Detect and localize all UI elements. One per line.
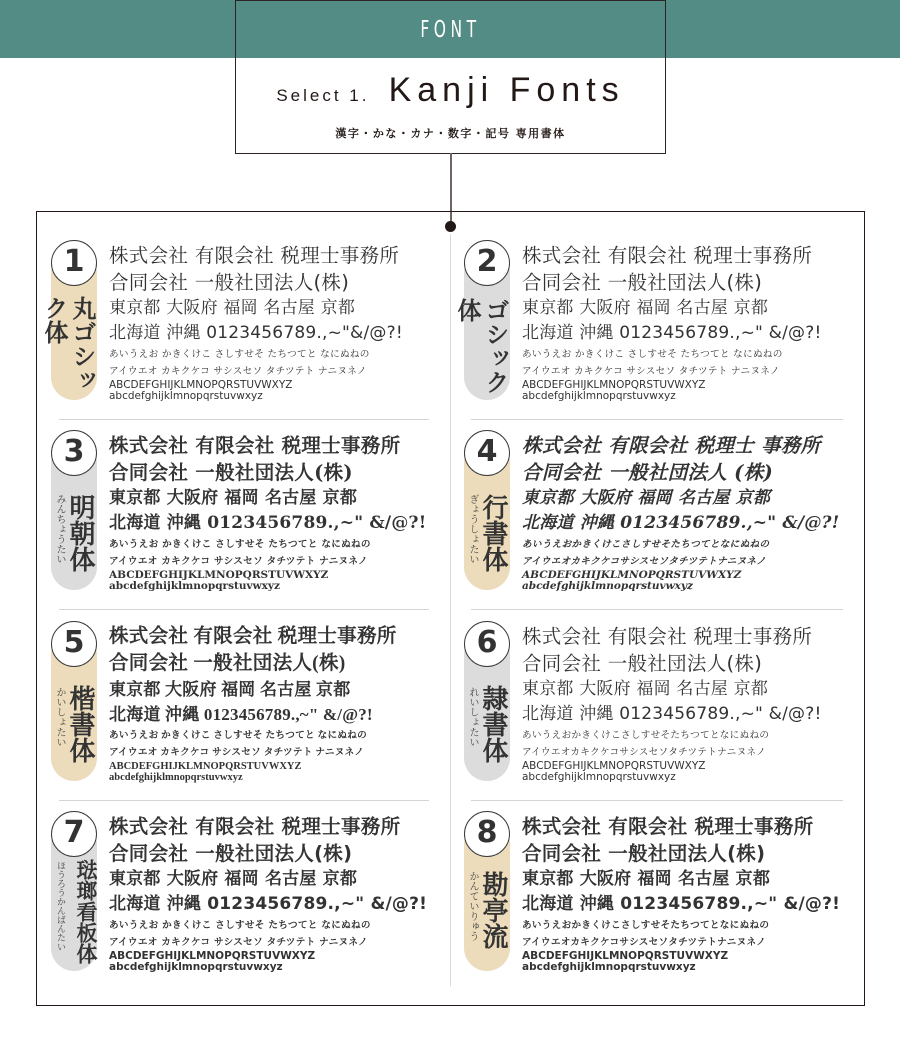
sample-line: アイウエオ カキクケコ サシスセソ タチツテト ナニヌネノ: [109, 366, 367, 377]
sample-line: ABCDEFGHIJKLMNOPQRSTUVWXYZ: [109, 950, 316, 962]
font-sample: [522, 432, 852, 592]
sample-line: abcdefghijklmnopqrstuvwxyz: [109, 390, 263, 402]
title-text: Kanji Fonts: [388, 71, 625, 109]
sample-line: 北海道 沖縄 0123456789.,~" &/@?!: [109, 894, 428, 914]
font-option-1[interactable]: [37, 212, 437, 402]
font-name: 明朝体: [65, 494, 95, 572]
sample-line: 合同会社 一般社団法人(株): [522, 652, 763, 675]
sample-line: 東京都 大阪府 福岡 名古屋 京都: [522, 298, 769, 318]
font-catalog: [36, 211, 865, 1006]
sample-line: 北海道 沖縄 0123456789.,~" &/@?!: [522, 323, 822, 343]
font-name-ruby: みんちょうたい: [54, 494, 65, 564]
sample-line: 株式会社 有限会社 税理士事務所: [109, 626, 397, 647]
section-label: FONT: [420, 17, 481, 43]
sample-line: あいうえおかきくけこさしすせそたちつてとなにぬねの: [522, 920, 770, 931]
sample-line: ABCDEFGHIJKLMNOPQRSTUVWXYZ: [522, 950, 729, 962]
sample-line: 株式会社 有限会社 税理士 事務所: [522, 434, 821, 457]
sample-line: ABCDEFGHIJKLMNOPQRSTUVWXYZ: [522, 569, 742, 581]
sample-line: アイウエオ カキクケコ サシスセソ タチツテト ナニヌネノ: [109, 556, 368, 567]
font-name-ruby: かんていりゅう: [467, 871, 478, 941]
sample-line: 北海道 沖縄 0123456789.,~" &/@?!: [109, 705, 373, 724]
font-option-7[interactable]: [37, 783, 437, 973]
font-number-badge: 7: [51, 811, 97, 857]
sample-line: 株式会社 有限会社 税理士事務所: [522, 244, 813, 267]
sample-line: あいうえお かきくけこ さしすせそ たちつてと なにぬねの: [109, 730, 368, 741]
sample-line: abcdefghijklmnopqrstuvwxyz: [522, 580, 693, 592]
sample-line: アイウエオ カキクケコ サシスセソ タチツテト ナニヌネノ: [109, 937, 368, 948]
font-number-badge: 1: [51, 240, 97, 286]
sample-line: アイウエオカキクケコサシスセソタチツテトナニヌネノ: [522, 747, 766, 758]
font-number-badge: 3: [51, 430, 97, 476]
font-option-5[interactable]: [37, 593, 437, 783]
sample-line: abcdefghijklmnopqrstuvwxyz: [522, 961, 696, 973]
font-name: ゴシック体: [453, 298, 509, 394]
sample-line: abcdefghijklmnopqrstuvwxyz: [109, 772, 243, 783]
sample-line: 合同会社 一般社団法人(株): [109, 461, 353, 484]
select-prefix: Select 1.: [276, 86, 370, 105]
font-name: 隷書体: [478, 685, 508, 763]
sample-line: 合同会社 一般社団法人 (株): [522, 461, 774, 484]
font-name: 行書体: [478, 494, 508, 572]
sample-line: 東京都 大阪府 福岡 名古屋 京都: [109, 488, 358, 508]
font-number-badge: 5: [51, 621, 97, 667]
font-name: 楷書体: [65, 685, 95, 763]
sample-line: 東京都 大阪府 福岡 名古屋 京都: [109, 298, 356, 318]
sample-line: 株式会社 有限会社 税理士事務所: [522, 625, 813, 648]
sample-line: あいうえお かきくけこ さしすせそ たちつてと なにぬねの: [109, 539, 371, 550]
sample-line: アイウエオ カキクケコ サシスセソ タチツテト ナニヌネノ: [522, 366, 780, 377]
sample-line: 株式会社 有限会社 税理士事務所: [109, 434, 401, 457]
sample-line: ABCDEFGHIJKLMNOPQRSTUVWXYZ: [522, 379, 706, 391]
sample-line: 東京都 大阪府 福岡 名古屋 京都: [109, 680, 351, 699]
font-name-ruby: ぎょうしょたい: [467, 494, 478, 564]
sample-line: 東京都 大阪府 福岡 名古屋 京都: [522, 488, 771, 508]
font-number-badge: 4: [464, 430, 510, 476]
font-option-2[interactable]: [450, 212, 850, 402]
sample-line: 東京都 大阪府 福岡 名古屋 京都: [109, 869, 358, 889]
font-number-badge: 6: [464, 621, 510, 667]
font-option-3[interactable]: [37, 402, 437, 592]
sample-line: 合同会社 一般社団法人(株): [522, 271, 763, 294]
sample-line: 北海道 沖縄 0123456789.,~"&/@?!: [109, 323, 403, 343]
sample-line: ABCDEFGHIJKLMNOPQRSTUVWXYZ: [109, 379, 293, 391]
sample-line: アイウエオカキクケコサシスセソタチツテトナニヌネノ: [522, 937, 766, 948]
sample-line: あいうえお かきくけこ さしすせそ たちつてと なにぬねの: [109, 920, 371, 931]
font-option-4[interactable]: [450, 402, 850, 592]
font-sample: [522, 623, 852, 783]
font-name-ruby: かいしょたい: [54, 687, 65, 747]
sample-line: 株式会社 有限会社 税理士事務所: [109, 815, 401, 838]
sample-line: 北海道 沖縄 0123456789.,~" &/@?!: [522, 513, 840, 533]
font-sample: [109, 813, 439, 973]
sample-line: 北海道 沖縄 0123456789.,~" &/@?!: [109, 513, 427, 533]
sample-line: abcdefghijklmnopqrstuvwxyz: [109, 961, 283, 973]
sample-line: 合同会社 一般社団法人(株): [109, 842, 353, 865]
sample-line: 株式会社 有限会社 税理士事務所: [522, 815, 814, 838]
sample-line: あいうえおかきくけこさしすせそたちつてとなにぬねの: [522, 539, 770, 550]
font-number-badge: 8: [464, 811, 510, 857]
sample-line: 北海道 沖縄 0123456789.,~" &/@?!: [522, 894, 841, 914]
sample-line: あいうえお かきくけこ さしすせそ たちつてと なにぬねの: [109, 349, 370, 360]
font-name: 丸ゴシック体: [40, 296, 96, 392]
sample-line: ABCDEFGHIJKLMNOPQRSTUVWXYZ: [522, 760, 706, 772]
font-name-ruby: ほうろうかんばんたい: [55, 861, 65, 951]
font-option-6[interactable]: [450, 593, 850, 783]
font-number-badge: 2: [464, 240, 510, 286]
sample-line: あいうえお かきくけこ さしすせそ たちつてと なにぬねの: [522, 349, 783, 360]
font-sample: [109, 242, 439, 402]
sample-line: 合同会社 一般社団法人(株): [109, 271, 350, 294]
sample-line: 株式会社 有限会社 税理士事務所: [109, 244, 400, 267]
font-sample: [522, 813, 852, 973]
font-name: 勘亭流: [478, 871, 508, 949]
subtitle: 漢字・かな・カナ・数字・記号 専用書体: [335, 127, 566, 140]
sample-line: 合同会社 一般社団法人(株): [522, 842, 766, 865]
sample-line: abcdefghijklmnopqrstuvwxyz: [109, 580, 280, 592]
sample-line: ABCDEFGHIJKLMNOPQRSTUVWXYZ: [109, 761, 302, 772]
font-sample: [522, 242, 852, 402]
sample-line: ABCDEFGHIJKLMNOPQRSTUVWXYZ: [109, 569, 329, 581]
page-title: [236, 71, 665, 110]
font-name: 琺瑯看板体: [74, 859, 98, 964]
title-box: [235, 0, 666, 154]
font-sample: [109, 432, 439, 592]
sample-line: あいうえおかきくけこさしすせそたちつてとなにぬねの: [522, 730, 770, 741]
sample-line: 東京都 大阪府 福岡 名古屋 京都: [522, 679, 769, 699]
sample-line: 合同会社 一般社団法人(株): [109, 653, 346, 674]
sample-line: abcdefghijklmnopqrstuvwxyz: [522, 390, 676, 402]
font-sample: [109, 623, 439, 783]
font-name-ruby: れいしょたい: [467, 687, 478, 747]
sample-line: 東京都 大阪府 福岡 名古屋 京都: [522, 869, 771, 889]
sample-line: アイウエオ カキクケコ サシスセソ タチツテト ナニヌネノ: [109, 747, 365, 758]
font-option-8[interactable]: [450, 783, 850, 973]
sample-line: 北海道 沖縄 0123456789.,~" &/@?!: [522, 704, 822, 724]
sample-line: abcdefghijklmnopqrstuvwxyz: [522, 771, 676, 783]
sample-line: アイウエオカキクケコサシスセソタチツテトナニヌネノ: [522, 556, 766, 567]
